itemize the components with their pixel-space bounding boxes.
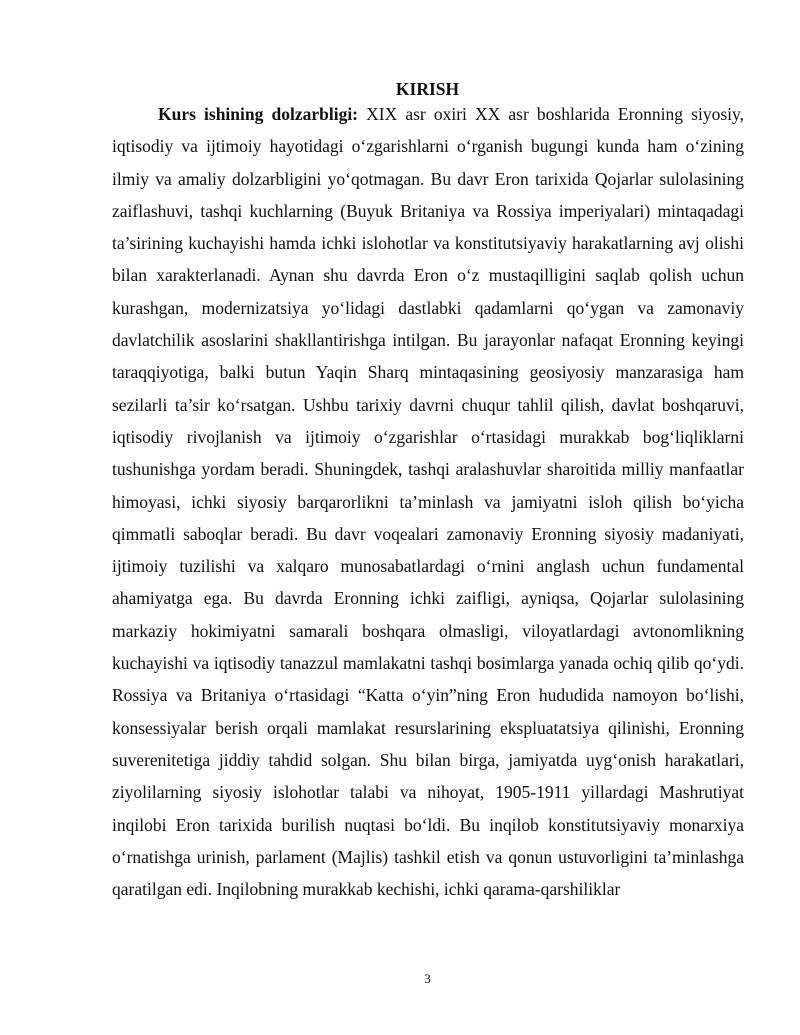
page-number: 3 [424,971,431,986]
paragraph-lead: Kurs ishining dolzarbligi: [158,104,359,124]
section-heading: KIRISH [395,79,460,99]
paragraph-text: XIX asr oxiri XX asr boshlarida Eronning siyosiy, iqtisodiy va ijtimoiy hayotidagi o‘zgarishlarni o‘rganish bugungi kunda ham o‘zining ilmiy va amaliy dolzarbligini yo‘qotmagan. Bu davr Eron tarixida Qojarlar sulolasining zaiflashuvi, tashqi kuchlarning (Buyuk Britaniya va Rossiya imperiyalari) mintaqadagi ta’sirining kuchayishi hamda ichki islohotlar va konstitutsiyaviy harakatlarning avj olishi bilan xarakterlanadi. Aynan shu davrda Eron o‘z mustaqilligini saqlab qolish uchun kurashgan, modernizatsiya yo‘lidagi dastlabki qadamlarni qo‘ygan va zamonaviy davlatchilik asoslarini shakllantirishga intilgan. Bu jarayonlar nafaqat Eronning keyingi taraqqiyotiga, balki butun Yaqin Sharq mintaqasining geosiyosiy manzarasiga ham sezilarli ta’sir ko‘rsatgan. Ushbu tarixiy davrni chuqur tahlil qilish, davlat boshqaruvi, iqtisodiy rivojlanish va ijtimoiy o‘zgarishlar o‘rtasidagi murakkab bog‘liqliklarni tushunishga yordam beradi. Shuningdek, tashqi aralashuvlar sharoitida milliy manfaatlar himoyasi, ichki siyosiy barqarorlikni ta’minlash va jamiyatni isloh qilish bo‘yicha qimmatli saboqlar beradi. Bu davr voqealari zamonaviy Eronning siyosiy madaniyati, ijtimoiy tuzilishi va xalqaro munosabatlardagi o‘rnini anglash uchun fundamental ahamiyatga ega. Bu davrda Eronning ichki zaifligi, ayniqsa, Qojarlar sulolasining markaziy hokimiyatni samarali boshqara olmasligi, viloyatlardagi avtonomlikning kuchayishi va iqtisodiy tanazzul mamlakatni tashqi bosimlarga yanada ochiq qilib qo‘ydi. Rossiya va Britaniya o‘rtasidagi “Katta o‘yin”ning Eron hududida namoyon bo‘lishi, konsessiyalar berish orqali mamlakat resurslarining ekspluatatsiya qilinishi, Eronning suverenitetiga jiddiy tahdid solgan. Shu bilan birga, jamiyatda uyg‘onish harakatlari, ziyolilarning siyosiy islohotlar talabi va nihoyat, 1905-1911 yillardagi Mashrutiyat inqilobi Eron tarixida burilish nuqtasi bo‘ldi. Bu inqilob konstitutsiyaviy monarxiya o‘rnatishga urinish, parlament (Majlis) tashkil etish va qonun ustuvorligini ta’minlashga qaratilgan edi. Inqilobning murakkab kechishi, ichki qarama-qarshiliklar [112,104,744,900]
body-paragraph [112,98,744,905]
